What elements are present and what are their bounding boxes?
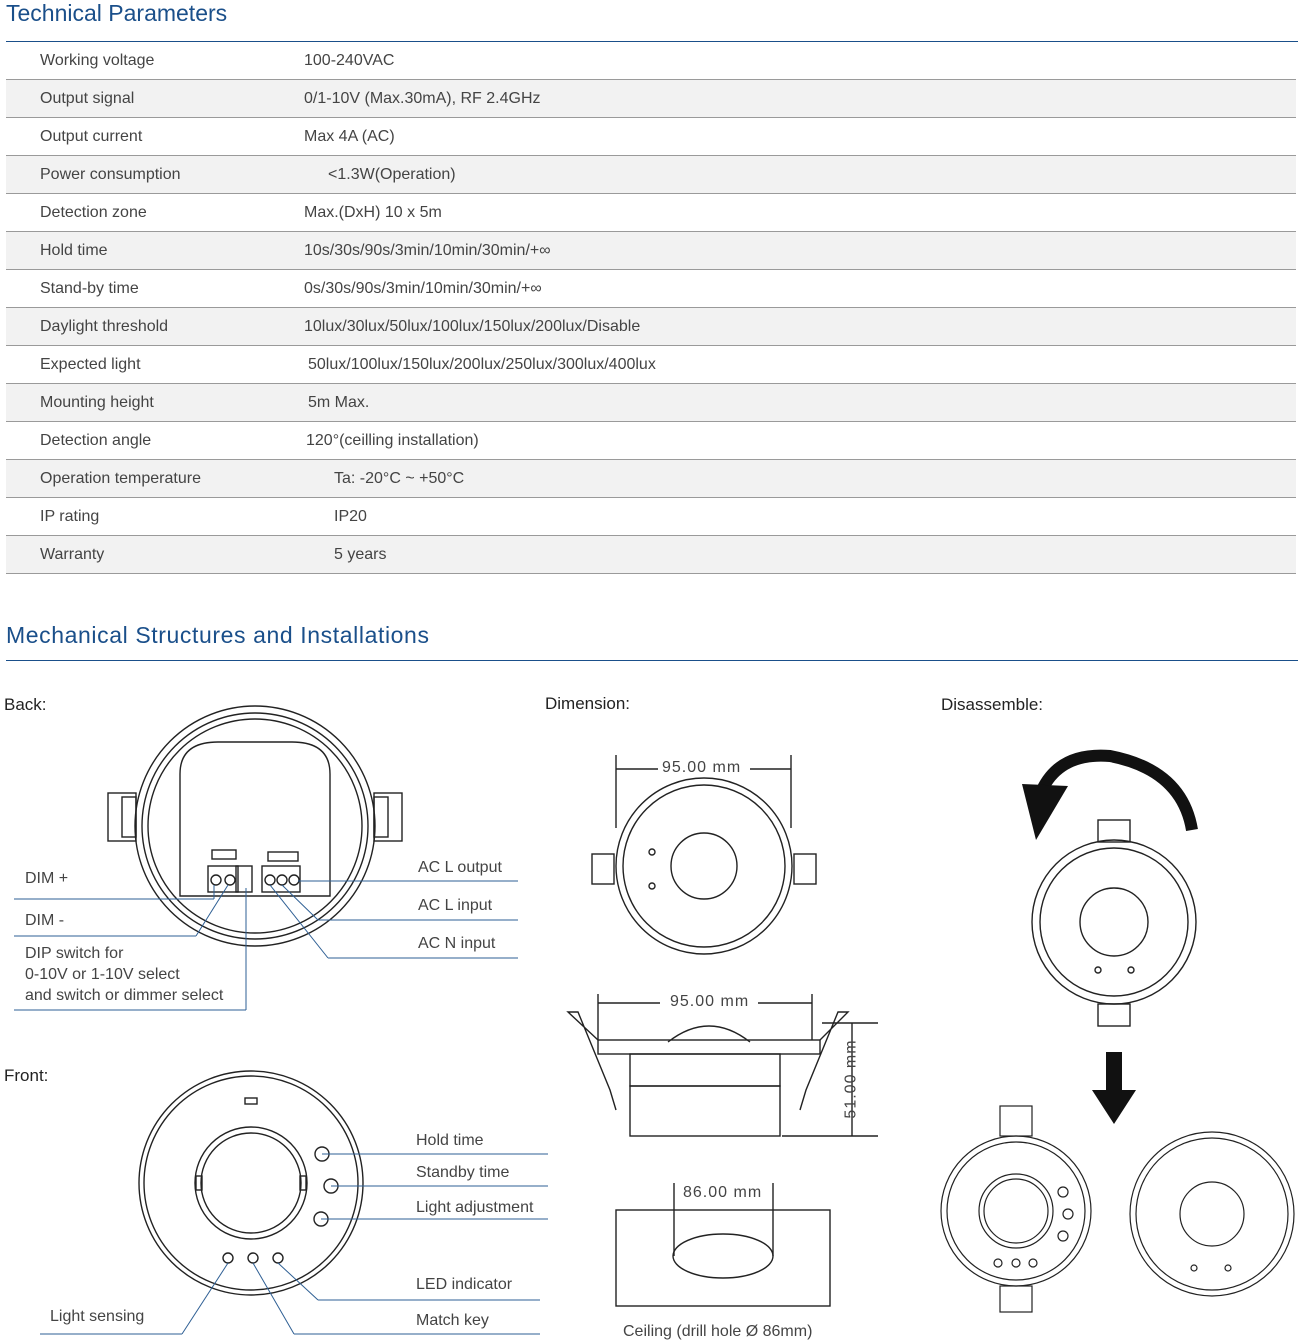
dimension-side-drawing <box>568 994 878 1136</box>
parameter-value: 10s/30s/90s/3min/10min/30min/+∞ <box>304 232 1296 270</box>
parameter-value: <1.3W(Operation) <box>304 156 1296 194</box>
parameter-label: Detection angle <box>6 422 304 460</box>
dimension-heading: Dimension: <box>545 694 631 713</box>
parameter-label: Expected light <box>6 346 304 384</box>
dim-side-width: 95.00 mm <box>670 993 750 1010</box>
callout-dim-minus: DIM - <box>25 912 65 929</box>
ceiling-caption: Ceiling (drill hole Ø 86mm) <box>623 1323 813 1340</box>
parameter-value: 5m Max. <box>304 384 1296 422</box>
dim-top-width: 95.00 mm <box>662 759 742 776</box>
callout-led-indicator: LED indicator <box>416 1276 513 1293</box>
dim-height: 51.00 mm <box>842 1039 860 1119</box>
callout-ac-n-input: AC N input <box>418 935 496 952</box>
parameter-value: 120°(ceilling installation) <box>304 422 1296 460</box>
front-view-drawing <box>139 1071 363 1295</box>
back-view-drawing <box>108 706 402 946</box>
callout-ac-l-output: AC L output <box>418 859 502 876</box>
parameter-value: 5 years <box>304 536 1296 574</box>
parameter-label: Stand-by time <box>6 270 304 308</box>
callout-light-sensing: Light sensing <box>50 1308 145 1325</box>
dim-hole-width: 86.00 mm <box>683 1184 763 1201</box>
parameter-label: Mounting height <box>6 384 304 422</box>
parameter-label: Output current <box>6 118 304 156</box>
dimension-top-drawing <box>592 755 816 954</box>
callout-dip-line2: 0-10V or 1-10V select <box>25 966 180 983</box>
parameter-label: Detection zone <box>6 194 304 232</box>
parameter-label: Hold time <box>6 232 304 270</box>
parameter-value: Max.(DxH) 10 x 5m <box>304 194 1296 232</box>
disassemble-heading: Disassemble: <box>941 695 1044 714</box>
parameter-value: 50lux/100lux/150lux/200lux/250lux/300lux/400lux <box>304 346 1296 384</box>
technical-parameters-title: Technical Parameters <box>6 0 228 26</box>
back-heading: Back: <box>4 695 47 714</box>
parameter-value: Max 4A (AC) <box>304 118 1296 156</box>
callout-dip-line3: and switch or dimmer select <box>25 987 224 1004</box>
callout-match-key: Match key <box>416 1312 489 1329</box>
parameter-value: 100-240VAC <box>304 42 1296 80</box>
parameter-label: Output signal <box>6 80 304 118</box>
parameter-value: 0/1-10V (Max.30mA), RF 2.4GHz <box>304 80 1296 118</box>
parameter-label: Daylight threshold <box>6 308 304 346</box>
callout-dip-line1: DIP switch for <box>25 945 124 962</box>
front-heading: Front: <box>4 1066 49 1085</box>
parameter-label: Power consumption <box>6 156 304 194</box>
callout-ac-l-input: AC L input <box>418 897 493 914</box>
parameter-value: Ta: -20°C ~ +50°C <box>304 460 1296 498</box>
mechanical-title: Mechanical Structures and Installations <box>6 622 430 648</box>
parameter-value: 0s/30s/90s/3min/10min/30min/+∞ <box>304 270 1296 308</box>
parameter-value: IP20 <box>304 498 1296 536</box>
parameter-label: Working voltage <box>6 42 304 80</box>
parameter-label: IP rating <box>6 498 304 536</box>
callout-light-adjustment: Light adjustment <box>416 1199 534 1216</box>
parameter-label: Operation temperature <box>6 460 304 498</box>
callout-standby-time: Standby time <box>416 1164 510 1181</box>
disassemble-drawing <box>941 756 1294 1312</box>
parameter-value: 10lux/30lux/50lux/100lux/150lux/200lux/Disable <box>304 308 1296 346</box>
callout-dim-plus: DIM + <box>25 870 69 887</box>
parameter-label: Warranty <box>6 536 304 574</box>
callout-hold-time: Hold time <box>416 1132 484 1149</box>
